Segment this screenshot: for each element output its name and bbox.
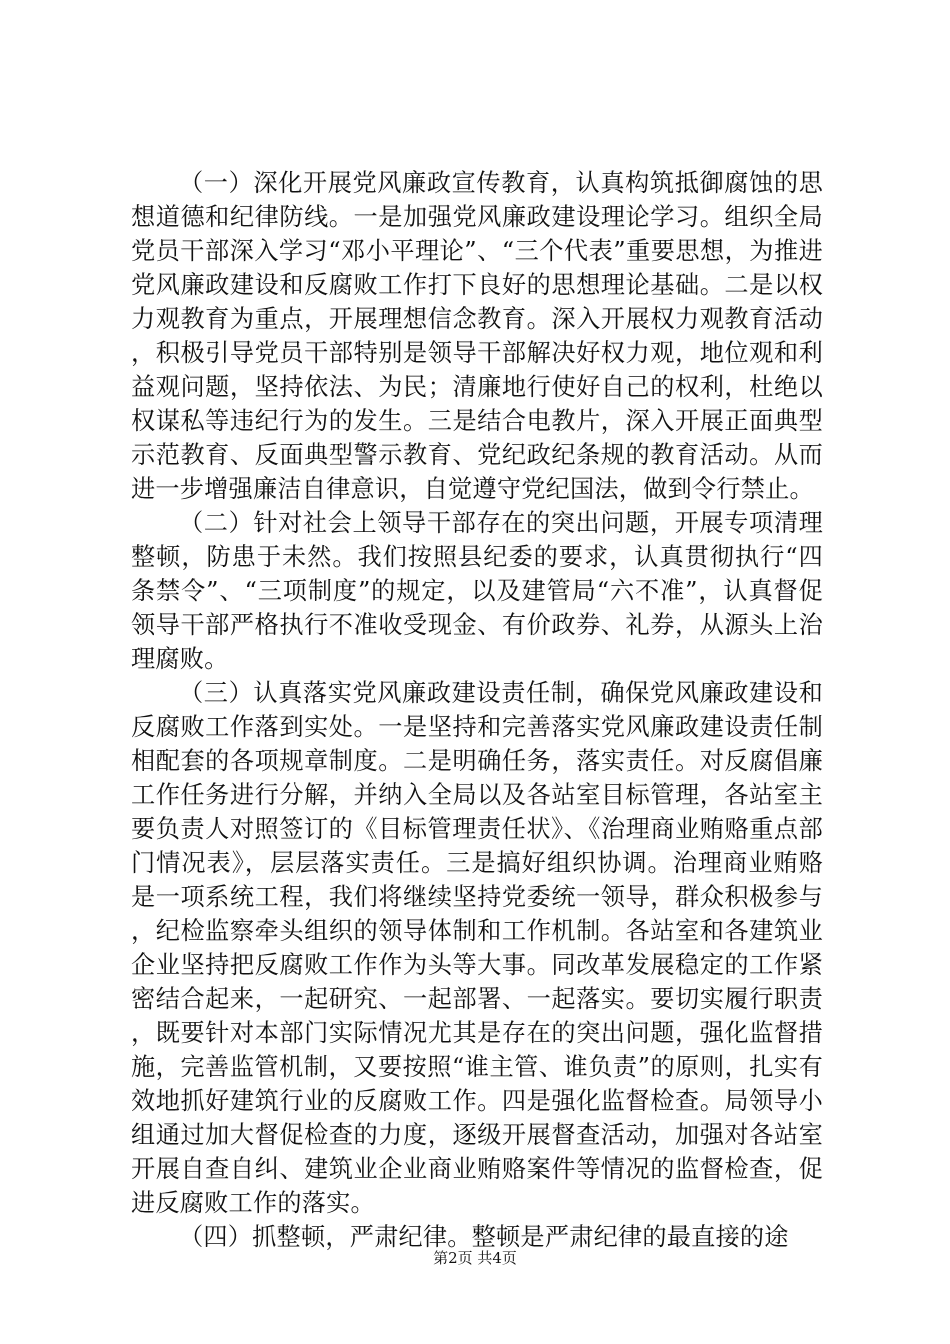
document-body: [131, 166, 823, 1254]
paragraph-4: （四）抓整顿，严肃纪律。整顿是严肃纪律的最直接的途: [179, 1223, 789, 1251]
page-number-label: 第2页 共4页: [433, 1249, 517, 1267]
paragraph-1: （一）深化开展党风廉政宣传教育，认真构筑抵御腐蚀的思想道德和纪律防线。一是加强党风廉政建设理论学习。组织全局党员干部深入学习“邓小平理论”、“三个代表”重要思想，为推进党风廉政建设和反腐败工作打下良好的思想理论基础。二是以权力观教育为重点，开展理想信念教育。深入开展权力观教育活动，积极引导党员干部特别是领导干部解决好权力观，地位观和利益观问题，坚持依法、为民；清廉地行使好自己的权利，杜绝以权谋私等违纪行为的发生。三是结合电教片，深入开展正面典型示范教育、反面典型警示教育、党纪政纪条规的教育活动。从而进一步增强廉洁自律意识，自觉遵守党纪国法，做到令行禁止。: [131, 169, 823, 503]
paragraph-2: （二）针对社会上领导干部存在的突出问题，开展专项清理整顿，防患于未然。我们按照县纪委的要求，认真贯彻执行“四条禁令”、“三项制度”的规定，以及建管局“六不准”，认真督促领导干部严格执行不准收受现金、有价政券、礼券，从源头上治理腐败。: [131, 509, 823, 673]
page-footer: [0, 1248, 950, 1268]
paragraph-3: （三）认真落实党风廉政建设责任制，确保党风廉政建设和反腐败工作落到实处。一是坚持和完善落实党风廉政建设责任制相配套的各项规章制度。二是明确任务，落实责任。对反腐倡廉工作任务进行分解，并纳入全局以及各站室目标管理，各站室主要负责人对照签订的《目标管理责任状》、《治理商业贿赂重点部门情况表》，层层落实责任。三是搞好组织协调。治理商业贿赂是一项系统工程，我们将继续坚持党委统一领导，群众积极参与，纪检监察牵头组织的领导体制和工作机制。各站室和各建筑业企业坚持把反腐败工作作为头等大事。同改革发展稳定的工作紧密结合起来，一起研究、一起部署、一起落实。要切实履行职责，既要针对本部门实际情况尤其是存在的突出问题，强化监督措施，完善监管机制，又要按照“谁主管、谁负责”的原则，扎实有效地抓好建筑行业的反腐败工作。四是强化监督检查。局领导小组通过加大督促检查的力度，逐级开展督查活动，加强对各站室开展自查自纠、建筑业企业商业贿赂案件等情况的监督检查，促进反腐败工作的落实。: [131, 679, 823, 1217]
